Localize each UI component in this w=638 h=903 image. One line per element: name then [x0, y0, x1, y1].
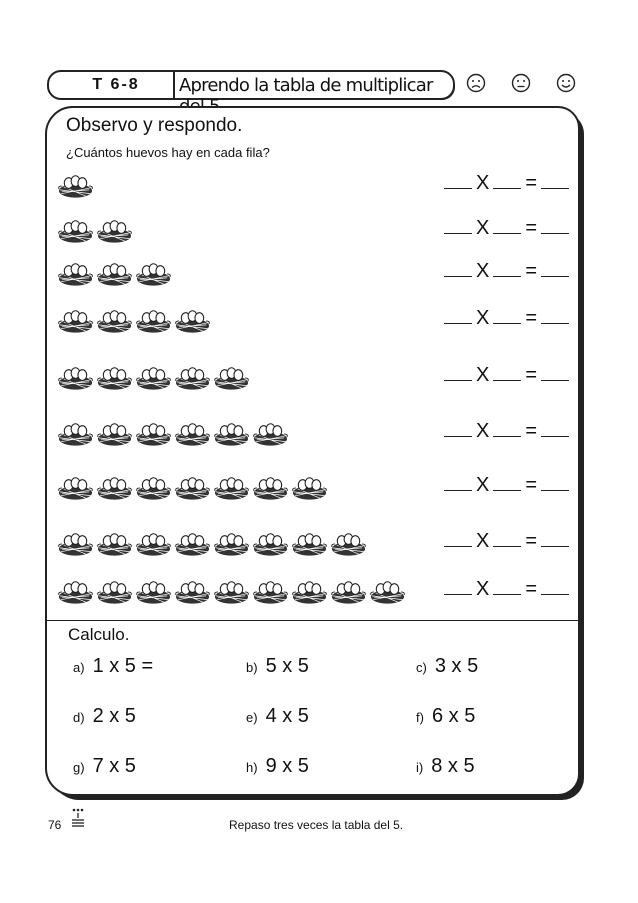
answer-blank[interactable] — [493, 418, 521, 437]
nest-icon — [134, 258, 173, 288]
calc-item-expression: 6 x 5 — [431, 705, 476, 727]
nest-icon — [173, 528, 212, 558]
answer-blank[interactable] — [541, 362, 569, 381]
calc-item — [246, 655, 309, 678]
multiplication-equation — [444, 472, 569, 497]
times-sign: X — [475, 172, 490, 194]
footer-note: Repaso tres veces la tabla del 5. — [229, 818, 404, 832]
answer-blank[interactable] — [444, 576, 472, 595]
answer-blank[interactable] — [493, 528, 521, 547]
nest-row — [56, 362, 571, 392]
multiplication-equation — [444, 362, 569, 387]
calc-item-expression: 9 x 5 — [265, 755, 309, 777]
nest-group — [56, 362, 251, 392]
nest-icon — [329, 576, 368, 606]
answer-blank[interactable] — [541, 170, 569, 189]
nest-icon — [368, 576, 407, 606]
nest-icon — [212, 576, 251, 606]
sad-face-icon[interactable] — [466, 73, 486, 93]
self-assessment-faces — [466, 73, 596, 97]
answer-blank[interactable] — [541, 418, 569, 437]
answer-blank[interactable] — [493, 305, 521, 324]
answer-blank[interactable] — [541, 305, 569, 324]
nest-icon — [212, 418, 251, 448]
calc-item-label: g) — [73, 760, 85, 775]
calc-item-expression: 5 x 5 — [265, 655, 309, 677]
nest-icon — [134, 418, 173, 448]
lesson-title: Aprendo la tabla de multiplicar — [179, 75, 433, 96]
calc-item-label: c) — [416, 660, 427, 675]
calc-item — [246, 705, 309, 728]
nest-group — [56, 170, 95, 200]
worksheet-panel — [45, 106, 580, 796]
nest-icon — [251, 418, 290, 448]
multiplication-equation — [444, 528, 569, 553]
answer-blank[interactable] — [541, 472, 569, 491]
multiplication-equation — [444, 215, 569, 240]
nest-icon — [56, 576, 95, 606]
answer-blank[interactable] — [444, 258, 472, 277]
times-sign: X — [475, 578, 490, 600]
section-divider — [45, 620, 578, 621]
nest-icon — [173, 472, 212, 502]
nest-icon — [173, 576, 212, 606]
question-text: ¿Cuántos huevos hay en cada fila? — [66, 145, 270, 160]
nest-group — [56, 576, 407, 606]
times-sign: X — [475, 474, 490, 496]
calc-item — [246, 755, 309, 778]
nest-group — [56, 305, 212, 335]
nest-group — [56, 528, 368, 558]
nest-icon — [212, 528, 251, 558]
calc-item — [73, 705, 136, 728]
calc-item-expression: 1 x 5 = — [92, 655, 154, 677]
calc-item-label: a) — [73, 660, 85, 675]
nest-icon — [173, 305, 212, 335]
multiplication-equation — [444, 305, 569, 330]
nest-icon — [290, 576, 329, 606]
answer-blank[interactable] — [493, 472, 521, 491]
nest-icon — [95, 258, 134, 288]
calc-item-label: f) — [416, 710, 424, 725]
calc-item-label: i) — [416, 760, 424, 775]
nest-icon — [95, 418, 134, 448]
nest-group — [56, 472, 329, 502]
nest-icon — [212, 472, 251, 502]
answer-blank[interactable] — [493, 215, 521, 234]
nest-icon — [95, 528, 134, 558]
nest-icon — [251, 528, 290, 558]
nest-icon — [212, 362, 251, 392]
nest-icon — [56, 362, 95, 392]
nest-icon — [95, 305, 134, 335]
abacus-icon — [70, 806, 86, 830]
times-sign: X — [475, 260, 490, 282]
equals-sign: = — [525, 578, 537, 600]
equals-sign: = — [525, 172, 537, 194]
nest-icon — [173, 362, 212, 392]
multiplication-equation — [444, 258, 569, 283]
calc-item-label: e) — [246, 710, 258, 725]
multiplication-equation — [444, 418, 569, 443]
header-bar — [47, 70, 455, 100]
nest-icon — [134, 576, 173, 606]
calc-item — [416, 705, 475, 728]
equals-sign: = — [525, 420, 537, 442]
happy-face-icon[interactable] — [556, 73, 576, 93]
answer-blank[interactable] — [444, 362, 472, 381]
nest-row — [56, 576, 571, 606]
calc-item — [416, 655, 478, 678]
calc-item-label: d) — [73, 710, 85, 725]
nest-group — [56, 418, 290, 448]
answer-blank[interactable] — [444, 170, 472, 189]
calc-item — [73, 655, 153, 678]
calc-item-expression: 2 x 5 — [92, 705, 136, 727]
nest-icon — [251, 472, 290, 502]
header-divider — [173, 72, 175, 98]
neutral-face-icon[interactable] — [511, 73, 531, 93]
equals-sign: = — [525, 217, 537, 239]
nest-row — [56, 258, 571, 288]
nest-row — [56, 528, 571, 558]
nest-row — [56, 418, 571, 448]
nest-icon — [95, 362, 134, 392]
answer-blank[interactable] — [541, 215, 569, 234]
nest-group — [56, 215, 134, 245]
calc-item-label: h) — [246, 760, 258, 775]
nest-row — [56, 215, 571, 245]
nest-icon — [56, 472, 95, 502]
nest-icon — [290, 528, 329, 558]
nest-row — [56, 305, 571, 335]
nest-row — [56, 472, 571, 502]
nest-icon — [251, 576, 290, 606]
times-sign: X — [475, 364, 490, 386]
answer-blank[interactable] — [541, 258, 569, 277]
answer-blank[interactable] — [541, 576, 569, 595]
answer-blank[interactable] — [444, 305, 472, 324]
nest-icon — [95, 576, 134, 606]
page-number: 76 — [48, 818, 62, 832]
calc-item-expression: 4 x 5 — [265, 705, 309, 727]
lesson-code: T 6-8 — [92, 76, 140, 93]
nest-icon — [173, 418, 212, 448]
nest-icon — [329, 528, 368, 558]
equals-sign: = — [525, 474, 537, 496]
calc-item — [416, 755, 475, 778]
answer-blank[interactable] — [493, 362, 521, 381]
nest-icon — [95, 215, 134, 245]
times-sign: X — [475, 307, 490, 329]
nest-icon — [290, 472, 329, 502]
nest-group — [56, 258, 173, 288]
calc-item — [73, 755, 136, 778]
answer-blank[interactable] — [444, 215, 472, 234]
answer-blank[interactable] — [444, 528, 472, 547]
equals-sign: = — [525, 530, 537, 552]
nest-icon — [56, 528, 95, 558]
nest-row — [56, 170, 571, 200]
answer-blank[interactable] — [493, 170, 521, 189]
nest-icon — [95, 472, 134, 502]
times-sign: X — [475, 217, 490, 239]
times-sign: X — [475, 420, 490, 442]
calc-item-label: b) — [246, 660, 258, 675]
multiplication-equation — [444, 576, 569, 601]
calc-item-expression: 7 x 5 — [92, 755, 136, 777]
equals-sign: = — [525, 260, 537, 282]
answer-blank[interactable] — [541, 528, 569, 547]
nest-icon — [56, 170, 95, 200]
nest-icon — [134, 362, 173, 392]
nest-icon — [56, 305, 95, 335]
times-sign: X — [475, 530, 490, 552]
answer-blank[interactable] — [493, 258, 521, 277]
nest-icon — [134, 472, 173, 502]
nest-icon — [56, 215, 95, 245]
nest-icon — [56, 418, 95, 448]
calc-item-expression: 3 x 5 — [434, 655, 479, 677]
answer-blank[interactable] — [493, 576, 521, 595]
nest-icon — [134, 528, 173, 558]
nest-icon — [134, 305, 173, 335]
calc-item-expression: 8 x 5 — [431, 755, 475, 777]
answer-blank[interactable] — [444, 472, 472, 491]
section-title-observe: Observo y respondo. — [66, 115, 243, 136]
header-pill — [47, 70, 455, 100]
section-title-calculate: Calculo. — [68, 625, 130, 644]
nest-icon — [56, 258, 95, 288]
multiplication-equation — [444, 170, 569, 195]
equals-sign: = — [525, 364, 537, 386]
answer-blank[interactable] — [444, 418, 472, 437]
equals-sign: = — [525, 307, 537, 329]
